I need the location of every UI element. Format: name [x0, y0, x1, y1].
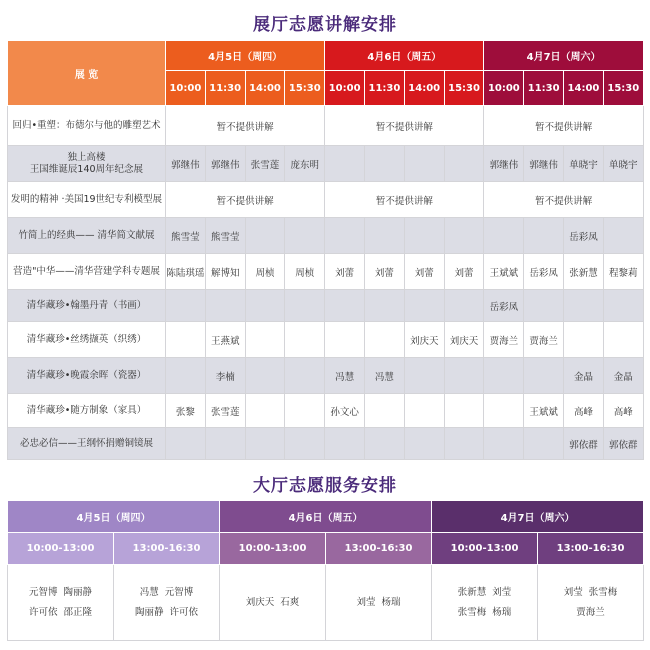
volunteer-cell: [166, 290, 206, 322]
volunteer-cell: 冯慧: [365, 358, 405, 394]
volunteer-cell: 金晶: [564, 358, 604, 394]
volunteer-cell: 张新慧: [564, 254, 604, 290]
lobby-volunteers: [538, 565, 644, 641]
lobby-service-table: [7, 500, 644, 641]
schedule-title-exhibition: 展厅志愿讲解安排: [253, 15, 397, 35]
lobby-volunteers: [432, 565, 538, 641]
time-header: 15:30: [444, 71, 484, 106]
volunteer-cell: [365, 428, 405, 460]
volunteer-cell: [484, 428, 524, 460]
volunteer-cell: 刘蕾: [444, 254, 484, 290]
volunteer-name: 元智博: [164, 586, 194, 598]
exhibit-name: 独上高楼 王国维诞辰140周年纪念展: [8, 146, 166, 182]
volunteer-cell: [404, 428, 444, 460]
volunteer-cell: 程黎莉: [603, 254, 643, 290]
volunteer-cell: [564, 290, 604, 322]
exhibit-name: 清华藏珍•随方制象（家具）: [8, 394, 166, 428]
no-service-note: 暂不提供讲解: [484, 182, 643, 218]
table-row: [8, 218, 644, 254]
volunteer-cell: [404, 358, 444, 394]
volunteer-cell: [404, 290, 444, 322]
exhibit-name: 营造"中华——清华营建学科专题展: [8, 254, 166, 290]
exhibit-name: 回归•重塑：布德尔与他的雕塑艺术: [8, 106, 166, 146]
volunteer-cell: 刘蕾: [325, 254, 365, 290]
volunteer-cell: 庞东明: [285, 146, 325, 182]
volunteer-cell: [444, 218, 484, 254]
time-header: 14:00: [245, 71, 285, 106]
volunteer-cell: [404, 218, 444, 254]
volunteer-name: 刘莹: [356, 596, 376, 608]
volunteer-cell: [564, 322, 604, 358]
day-header: 4月6日（周五）: [325, 41, 484, 71]
volunteer-cell: 岳彩凤: [484, 290, 524, 322]
volunteer-cell: 金晶: [603, 358, 643, 394]
volunteer-cell: [166, 428, 206, 460]
lobby-slot-header: 10:00-13:00: [220, 533, 326, 565]
table-row: [8, 322, 644, 358]
table-row: [8, 182, 644, 218]
volunteer-cell: 单晓宇: [603, 146, 643, 182]
time-header: 11:30: [524, 71, 564, 106]
volunteer-name: 刘庆天: [245, 596, 275, 608]
no-service-note: 暂不提供讲解: [484, 106, 643, 146]
volunteer-cell: [205, 290, 245, 322]
volunteer-name: 杨瑞: [492, 606, 512, 618]
volunteer-cell: [285, 428, 325, 460]
no-service-note: 暂不提供讲解: [325, 182, 484, 218]
volunteer-cell: [524, 218, 564, 254]
volunteer-cell: [245, 394, 285, 428]
schedule-title-lobby: 大厅志愿服务安排: [253, 476, 397, 496]
time-header: 10:00: [484, 71, 524, 106]
volunteer-cell: [603, 218, 643, 254]
volunteer-cell: [325, 322, 365, 358]
volunteer-cell: [245, 290, 285, 322]
lobby-day-header: 4月6日（周五）: [220, 501, 432, 533]
volunteer-cell: [285, 290, 325, 322]
volunteer-cell: [245, 428, 285, 460]
volunteer-cell: 高峰: [603, 394, 643, 428]
table-row: [8, 106, 644, 146]
lobby-volunteers: [8, 565, 114, 641]
volunteer-cell: [285, 394, 325, 428]
volunteer-cell: [245, 358, 285, 394]
volunteer-cell: 熊雪莹: [166, 218, 206, 254]
lobby-volunteers: [220, 565, 326, 641]
volunteer-cell: [404, 146, 444, 182]
volunteer-cell: 李楠: [205, 358, 245, 394]
table-row: [8, 146, 644, 182]
volunteer-cell: [325, 428, 365, 460]
volunteer-name: 张雪梅: [588, 586, 618, 598]
volunteer-name: 陶丽静: [134, 606, 164, 618]
time-header: 14:00: [564, 71, 604, 106]
no-service-note: 暂不提供讲解: [325, 106, 484, 146]
volunteer-cell: [365, 146, 405, 182]
volunteer-cell: 郭继伟: [166, 146, 206, 182]
volunteer-name: 冯慧: [139, 586, 159, 598]
exhibit-name: 必忠必信——王纲怀捐赠铜镜展: [8, 428, 166, 460]
volunteer-name: 贾海兰: [576, 606, 605, 618]
time-header: 10:00: [166, 71, 206, 106]
lobby-volunteers: [114, 565, 220, 641]
volunteer-cell: [444, 428, 484, 460]
volunteer-name: 许可依: [28, 606, 58, 618]
lobby-day-header: 4月7日（周六）: [432, 501, 644, 533]
table-row: [8, 394, 644, 428]
volunteer-cell: [365, 394, 405, 428]
volunteer-cell: [444, 146, 484, 182]
exhibit-column-header: 展 览: [8, 41, 166, 106]
volunteer-cell: [325, 218, 365, 254]
volunteer-cell: 王燕斌: [205, 322, 245, 358]
volunteer-cell: 郭继伟: [205, 146, 245, 182]
volunteer-cell: 张黎: [166, 394, 206, 428]
volunteer-cell: 解博知: [205, 254, 245, 290]
volunteer-cell: [325, 290, 365, 322]
volunteer-name: 杨瑞: [381, 596, 401, 608]
volunteer-cell: [484, 218, 524, 254]
exhibition-guide-table: [7, 40, 644, 460]
volunteer-cell: [285, 218, 325, 254]
day-header: 4月5日（周四）: [166, 41, 325, 71]
no-service-note: 暂不提供讲解: [166, 182, 325, 218]
table-row: [8, 428, 644, 460]
lobby-slot-header: 10:00-13:00: [8, 533, 114, 565]
volunteer-cell: [166, 322, 206, 358]
volunteer-name: 张新慧: [457, 586, 487, 598]
volunteer-name: 邵正隆: [63, 606, 93, 618]
volunteer-cell: 单晓宇: [564, 146, 604, 182]
volunteer-cell: 岳彩凤: [524, 254, 564, 290]
volunteer-cell: 张雪莲: [245, 146, 285, 182]
volunteer-cell: 刘庆天: [404, 322, 444, 358]
lobby-volunteers: [326, 565, 432, 641]
volunteer-cell: [603, 322, 643, 358]
volunteer-name: 元智博: [28, 586, 58, 598]
volunteer-cell: [325, 146, 365, 182]
volunteer-cell: 陈陆琪瑶: [166, 254, 206, 290]
volunteer-cell: [245, 218, 285, 254]
lobby-slot-header: 13:00-16:30: [538, 533, 644, 565]
volunteer-cell: [285, 358, 325, 394]
volunteer-cell: [205, 428, 245, 460]
exhibit-name: 竹简上的经典—— 清华简文献展: [8, 218, 166, 254]
exhibit-name: 清华藏珍•晚霞余晖（瓷器）: [8, 358, 166, 394]
table-row: [8, 254, 644, 290]
volunteer-cell: 周桢: [285, 254, 325, 290]
time-header: 14:00: [404, 71, 444, 106]
volunteer-name: 张雪梅: [457, 606, 487, 618]
volunteer-cell: [365, 290, 405, 322]
volunteer-cell: [365, 322, 405, 358]
volunteer-cell: 郭继伟: [524, 146, 564, 182]
volunteer-cell: 岳彩凤: [564, 218, 604, 254]
volunteer-cell: 郭继伟: [484, 146, 524, 182]
exhibit-name: 清华藏珍•丝绣撷英（织绣）: [8, 322, 166, 358]
volunteer-cell: 王斌斌: [524, 394, 564, 428]
volunteer-cell: 贾海兰: [484, 322, 524, 358]
lobby-slot-header: 13:00-16:30: [114, 533, 220, 565]
volunteer-cell: 郭依群: [603, 428, 643, 460]
volunteer-cell: 郭依群: [564, 428, 604, 460]
volunteer-cell: 刘庆天: [444, 322, 484, 358]
volunteer-cell: [444, 394, 484, 428]
volunteer-cell: 刘蕾: [365, 254, 405, 290]
volunteer-name: 刘莹: [563, 586, 583, 598]
volunteer-cell: 张雪莲: [205, 394, 245, 428]
volunteer-cell: [444, 290, 484, 322]
table-row: [8, 290, 644, 322]
lobby-slot-header: 10:00-13:00: [432, 533, 538, 565]
time-header: 15:30: [285, 71, 325, 106]
volunteer-cell: 孙文心: [325, 394, 365, 428]
volunteer-name: 石爽: [280, 596, 300, 608]
volunteer-cell: 贾海兰: [524, 322, 564, 358]
volunteer-cell: [285, 322, 325, 358]
volunteer-cell: [444, 358, 484, 394]
volunteer-cell: [166, 358, 206, 394]
volunteer-cell: [484, 358, 524, 394]
volunteer-cell: [245, 322, 285, 358]
volunteer-cell: [484, 394, 524, 428]
volunteer-cell: 周桢: [245, 254, 285, 290]
volunteer-cell: [524, 358, 564, 394]
volunteer-cell: 熊雪莹: [205, 218, 245, 254]
volunteer-name: 陶丽静: [63, 586, 93, 598]
no-service-note: 暂不提供讲解: [166, 106, 325, 146]
volunteer-cell: [524, 428, 564, 460]
volunteer-cell: [524, 290, 564, 322]
volunteer-name: 许可依: [169, 606, 199, 618]
time-header: 10:00: [325, 71, 365, 106]
volunteer-cell: 刘蕾: [404, 254, 444, 290]
time-header: 11:30: [365, 71, 405, 106]
exhibit-name: 清华藏珍•翰墨丹青（书画）: [8, 290, 166, 322]
day-header: 4月7日（周六）: [484, 41, 643, 71]
time-header: 15:30: [603, 71, 643, 106]
lobby-slot-header: 13:00-16:30: [326, 533, 432, 565]
time-header: 11:30: [205, 71, 245, 106]
exhibit-name: 发明的精神 ·美国19世纪专利模型展: [8, 182, 166, 218]
volunteer-cell: 高峰: [564, 394, 604, 428]
table-row: [8, 358, 644, 394]
volunteer-name: 刘莹: [492, 586, 512, 598]
volunteer-cell: [365, 218, 405, 254]
volunteer-cell: [404, 394, 444, 428]
volunteer-cell: 冯慧: [325, 358, 365, 394]
volunteer-cell: [603, 290, 643, 322]
volunteer-cell: 王斌斌: [484, 254, 524, 290]
lobby-day-header: 4月5日（周四）: [8, 501, 220, 533]
